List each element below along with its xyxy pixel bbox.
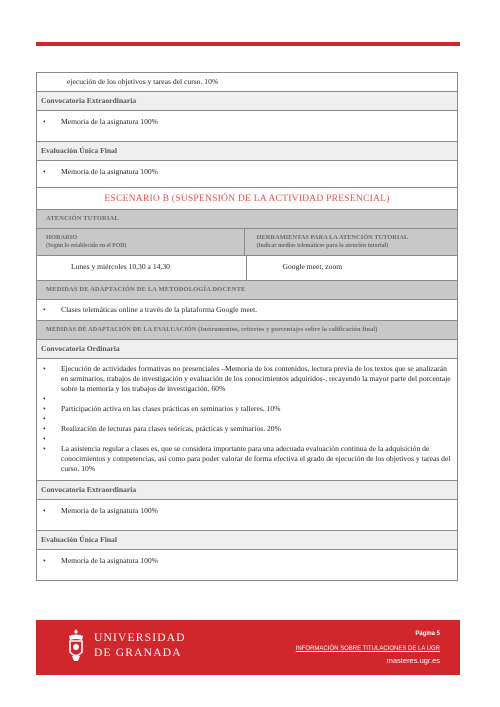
ordinaria-item: • Realización de lecturas para clases teóricas, prácticas y seminarios. 20% xyxy=(43,424,281,433)
page-number: Página 5 xyxy=(415,631,440,637)
atencion-values-row xyxy=(37,256,457,281)
info-link[interactable]: INFORMACIÓN SOBRE TITULACIONES DE LA UGR xyxy=(295,646,440,652)
conv-extra-2-heading: Convocatoria Extraordinaria xyxy=(37,481,457,500)
evaluacion-heading: MEDIDAS DE ADAPTACIÓN DE LA EVALUACIÓN (Instrumentos, criterios y porcentajes sobre la calificación final) xyxy=(37,321,457,340)
ordinaria-item: • xyxy=(43,434,46,443)
eval-unica-1-row xyxy=(37,161,457,188)
eval-unica-2-heading: Evaluación Única Final xyxy=(37,531,457,550)
conv-extra-2-item: Memoria de la asignatura 100% xyxy=(61,506,158,515)
bullet-icon: • xyxy=(43,506,46,515)
conv-extra-1-item: Memoria de la asignatura 100% xyxy=(61,117,158,126)
horario-header xyxy=(37,229,245,255)
horario-note: (Según lo establecido en el POD) xyxy=(46,243,127,249)
herramientas-header xyxy=(245,229,458,255)
conv-extra-1-heading: Convocatoria Extraordinaria xyxy=(37,92,457,111)
evaluation-table xyxy=(36,72,458,581)
herramientas-label: HERRAMIENTAS PARA LA ATENCIÓN TUTORIAL xyxy=(256,234,409,241)
metodologia-row xyxy=(37,300,457,321)
eval-unica-1-heading: Evaluación Única Final xyxy=(37,142,457,161)
conv-extra-1-row xyxy=(37,111,457,142)
bullet-icon: • xyxy=(43,556,46,565)
metodologia-heading: MEDIDAS DE ADAPTACIÓN DE LA METODOLOGÍA DOCENTE xyxy=(37,281,457,300)
ordinaria-list xyxy=(37,359,457,481)
intro-row xyxy=(37,73,457,92)
ordinaria-item: • Participación activa en las clases prácticas en seminarios y talleres. 10% xyxy=(43,404,281,413)
ordinaria-heading: Convocatoria Ordinaria xyxy=(37,340,457,359)
horario-label: HORARIO xyxy=(46,234,78,241)
eval-unica-1-item: Memoria de la asignatura 100% xyxy=(61,167,158,176)
horario-value: Lunes y miércoles 10,30 a 14,30 xyxy=(37,256,247,280)
ordinaria-item: • La asistencia regular a clases es, que se considera importante para una adecuada evaluación continua de la adquisición de conocimientos y competencias, así como para poder valorar de forma efectiva el grado de ejecución de los objetivos y tareas del curso. 10% xyxy=(43,444,451,473)
bullet-icon: • xyxy=(43,117,46,126)
footer-band xyxy=(36,620,460,675)
university-name-line2: DE GRANADA xyxy=(94,647,182,659)
intro-text: ejecución de los objetivos y tareas del curso. 10% xyxy=(67,77,219,86)
ordinaria-item: • xyxy=(43,394,46,403)
escenario-title: ESCENARIO B (SUSPENSIÓN DE LA ACTIVIDAD PRESENCIAL) xyxy=(37,188,457,210)
herramientas-value: Google meet, zoom xyxy=(282,262,343,271)
herramientas-note: (Indicar medios telemáticos para la atención tutorial) xyxy=(256,243,389,249)
atencion-header-row xyxy=(37,229,457,256)
website-link[interactable]: masteres.ugr.es xyxy=(386,656,440,665)
bullet-icon: • xyxy=(43,167,46,176)
eval-unica-2-item: Memoria de la asignatura 100% xyxy=(61,556,158,565)
granada-crest-icon xyxy=(66,628,86,662)
university-name-line1: UNIVERSIDAD xyxy=(94,632,186,644)
ordinaria-item: • Ejecución de actividades formativas no presenciales –Memoria de los contenidos, lectura previa de los textos que se analizarán en seminarios, trabajos de investigación y evaluación de los conocimientos adquiridos-, recayendo la mayor parte del porcentaje sobre la memoria y los trabajos de investigación. 60% xyxy=(43,364,451,393)
top-red-rule xyxy=(36,42,460,46)
ordinaria-item: • xyxy=(43,414,46,423)
metodologia-item: Clases telemáticas online a través de la plataforma Google meet. xyxy=(61,305,258,314)
atencion-heading: ATENCIÓN TUTORIAL xyxy=(37,210,457,229)
eval-unica-2-row xyxy=(37,550,457,580)
bullet-icon: • xyxy=(43,305,46,314)
conv-extra-2-row xyxy=(37,500,457,531)
